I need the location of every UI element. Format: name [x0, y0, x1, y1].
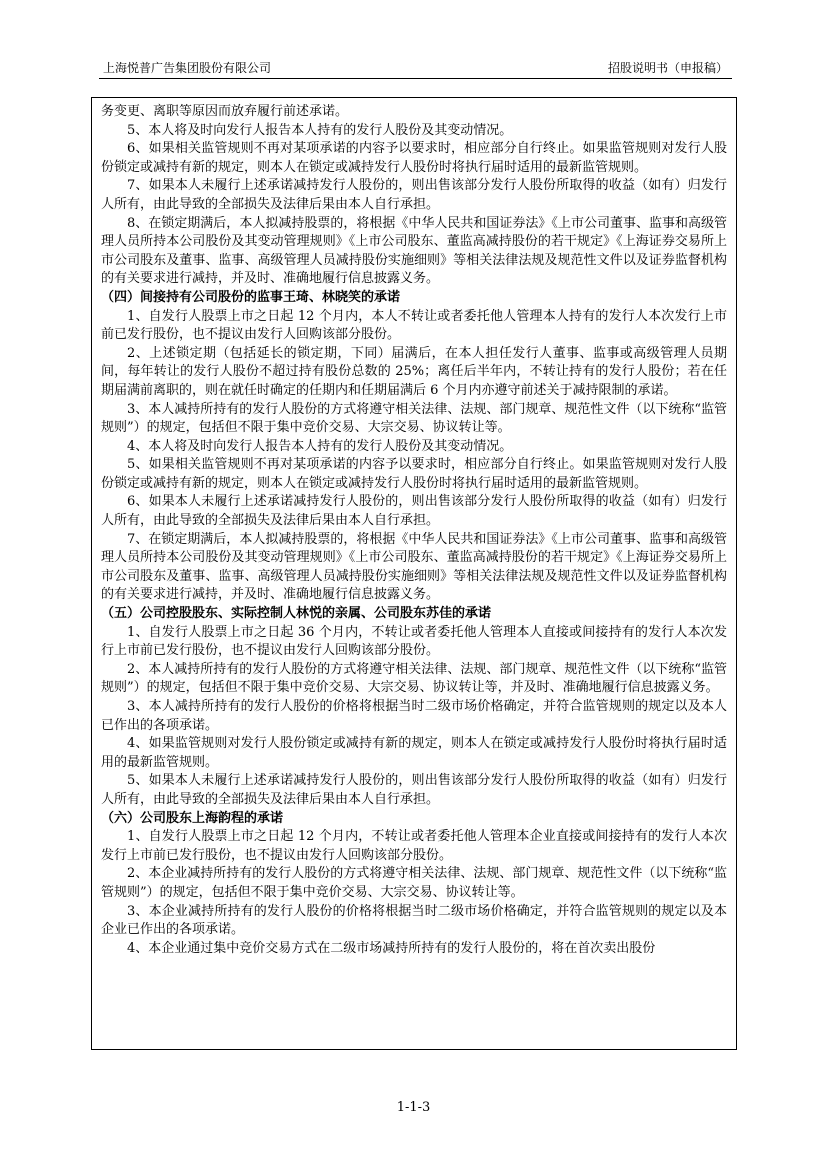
- body-paragraph: 4、本人将及时向发行人报告本人持有的发行人股份及其变动情况。: [127, 438, 513, 454]
- body-paragraph: 7、如果本人未履行上述承诺减持发行人股份的，则出售该部分发行人股份所取得的收益（如有）归发行人所有，由此导致的全部损失及法律后果由本人自行承担。: [101, 178, 727, 212]
- body-paragraph: 4、如果监管规则对发行人股份锁定或减持有新的规定，则本人在锁定或减持发行人股份时将执行届时适用的最新监管规则。: [101, 736, 727, 770]
- body-paragraph: 3、本人减持所持有的发行人股份的方式将遵守相关法律、法规、部门规章、规范性文件（以下统称“监管规则”）的规定，包括但不限于集中竞价交易、大宗交易、协议转让等。: [101, 401, 727, 436]
- body-paragraph: 4、本企业通过集中竞价交易方式在二级市场减持所持有的发行人股份的，将在首次卖出股份: [127, 940, 656, 956]
- page-header: [99, 60, 732, 76]
- body-paragraph: 3、本人减持所持有的发行人股份的价格将根据当时二级市场价格确定，并符合监管规则的规定以及本人已作出的各项承诺。: [101, 699, 727, 733]
- body-paragraph: 5、如果相关监管规则不再对某项承诺的内容予以要求时，相应部分自行终止。如果监管规则对发行人股份锁定或减持有新的规定，则本人在锁定或减持发行人股份时将执行届时适用的最新监管规则。: [101, 457, 727, 491]
- body-paragraph: 8、在锁定期满后，本人拟减持股票的，将根据《中华人民共和国证券法》《上市公司董事、监事和高级管理人员所持本公司股份及其变动管理规则》《上市公司股东、董监高减持股份的若干规定》《上海证券交易所上市公司股东及董事、监事、高级管理人员减持股份实施细则》等相关法律法规及规范性文件以及证券监督机构的有关要求进行减持，并及时、准确地履行信息披露义务。: [101, 215, 727, 287]
- body-paragraph: 3、本企业减持所持有的发行人股份的价格将根据当时二级市场价格确定，并符合监管规则的规定以及本企业已作出的各项承诺。: [101, 903, 727, 938]
- content-frame: [91, 97, 737, 1050]
- header-document-title: 招股说明书（申报稿）: [607, 61, 728, 75]
- body-paragraph: 2、本人减持所持有的发行人股份的方式将遵守相关法律、法规、部门规章、规范性文件（以下统称“监管规则”）的规定，包括但不限于集中竞价交易、大宗交易、协议转让等，并及时、准确地履行信息披露义务。: [101, 661, 727, 696]
- body-paragraph: 2、上述锁定期（包括延长的锁定期，下同）届满后，在本人担任发行人董事、监事或高级管理人员期间，每年转让的发行人股份不超过持有股份总数的 25%；离任后半年内，不转让持有的发行人股份；若在任期届满前离职的，则在就任时确定的任期内和任期届满后 6 个月内亦遵守前述关于减持限制的承诺。: [101, 345, 727, 398]
- section-heading: （四）间接持有公司股份的监事王琦、林晓笑的承诺: [101, 289, 401, 305]
- body-paragraph: 1、自发行人股票上市之日起 36 个月内，不转让或者委托他人管理本人直接或间接持有的发行人本次发行上市前已发行股份，也不提议由发行人回购该部分股份。: [101, 624, 727, 659]
- header-divider: [99, 78, 732, 79]
- body-paragraph: 1、自发行人股票上市之日起 12 个月内，不转让或者委托他人管理本企业直接或间接持有的发行人本次发行上市前已发行股份，也不提议由发行人回购该部分股份。: [101, 829, 727, 863]
- body-paragraph: 1、自发行人股票上市之日起 12 个月内，本人不转让或者委托他人管理本人持有的发行人本次发行上市前已发行股份，也不提议由发行人回购该部分股份。: [101, 308, 727, 343]
- body-paragraph: 6、如果本人未履行上述承诺减持发行人股份的，则出售该部分发行人股份所取得的收益（如有）归发行人所有，由此导致的全部损失及法律后果由本人自行承担。: [101, 494, 727, 529]
- body-paragraph: 务变更、离职等原因而放弃履行前述承诺。: [101, 104, 349, 119]
- page-number: 1-1-3: [396, 1100, 431, 1115]
- body-paragraph: 6、如果相关监管规则不再对某项承诺的内容予以要求时，相应部分自行终止。如果监管规则对发行人股份锁定或减持有新的规定，则本人在锁定或减持发行人股份时将执行届时适用的最新监管规则。: [101, 141, 727, 175]
- body-paragraph: 2、本企业减持所持有的发行人股份的方式将遵守相关法律、法规、部门规章、规范性文件（以下统称“监管规则”）的规定，包括但不限于集中竞价交易、大宗交易、协议转让等。: [101, 866, 727, 900]
- section-heading: （五）公司控股股东、实际控制人林悦的亲属、公司股东苏佳的承诺: [101, 606, 492, 622]
- body-paragraph: 5、本人将及时向发行人报告本人持有的发行人股份及其变动情况。: [127, 122, 513, 138]
- header-company-name: 上海悦普广告集团股份有限公司: [103, 61, 272, 75]
- section-heading: （六）公司股东上海韵程的承诺: [101, 810, 284, 826]
- body-paragraph: 7、在锁定期满后，本人拟减持股票的，将根据《中华人民共和国证券法》《上市公司董事、监事和高级管理人员所持本公司股份及其变动管理规则》《上市公司股东、董监高减持股份的若干规定》《上海证券交易所上市公司股东及董事、监事、高级管理人员减持股份实施细则》等相关法律法规及规范性文件以及证券监督机构的有关要求进行减持，并及时、准确地履行信息披露义务。: [101, 531, 727, 603]
- body-paragraph: 5、如果本人未履行上述承诺减持发行人股份的，则出售该部分发行人股份所取得的收益（如有）归发行人所有，由此导致的全部损失及法律后果由本人自行承担。: [101, 773, 727, 807]
